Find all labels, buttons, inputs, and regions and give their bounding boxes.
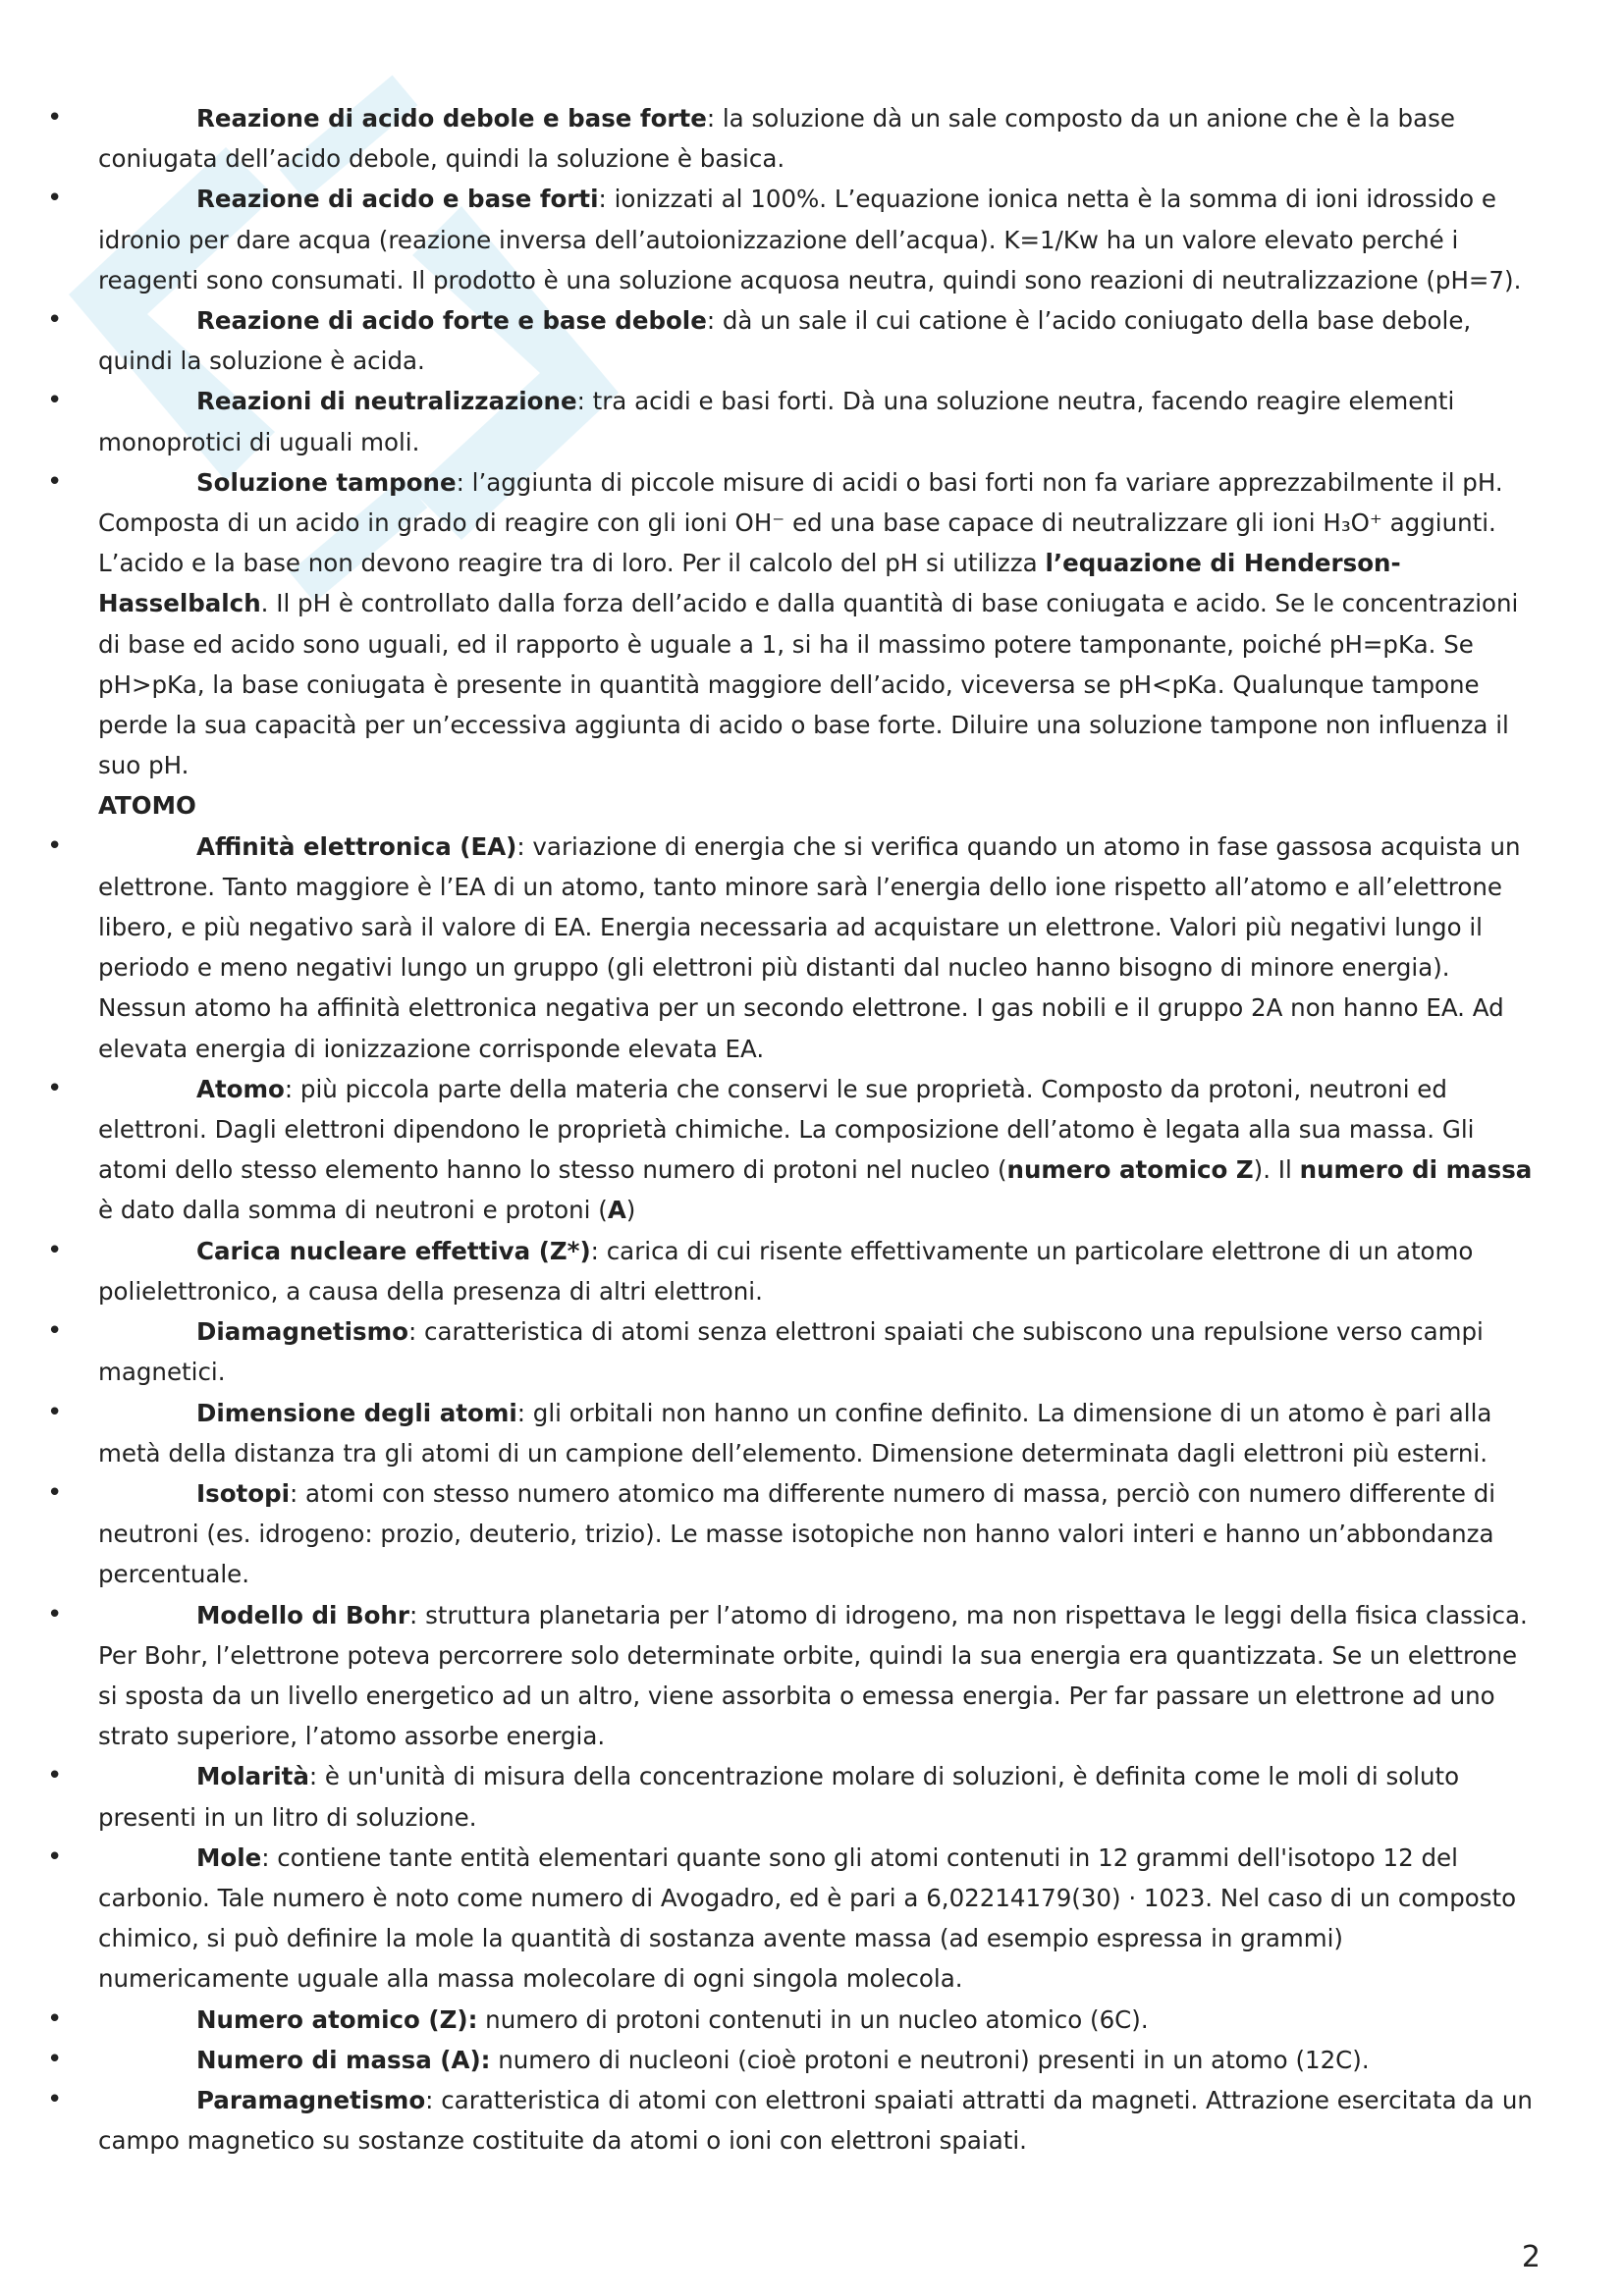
definition-term: numero di massa bbox=[1299, 1155, 1533, 1185]
bullet-icon: • bbox=[47, 1842, 63, 1872]
definition-item bbox=[47, 1231, 1542, 1311]
bullet-icon: • bbox=[47, 1397, 63, 1427]
bullet-icon: • bbox=[47, 466, 63, 497]
bullet-icon: • bbox=[47, 184, 63, 214]
bullet-icon: • bbox=[47, 1235, 63, 1265]
bullet-icon: • bbox=[47, 1761, 63, 1791]
definition-term: Affinità elettronica (EA) bbox=[196, 831, 517, 861]
bullet-icon: • bbox=[47, 386, 63, 416]
definition-term: Paramagnetismo bbox=[196, 2085, 426, 2114]
definition-item bbox=[47, 1595, 1542, 1757]
definition-item bbox=[47, 300, 1542, 381]
bullet-icon: • bbox=[47, 830, 63, 861]
definition-text: ) bbox=[625, 1196, 636, 1225]
definition-item bbox=[47, 1838, 1542, 2000]
definition-term: Numero atomico (Z): bbox=[196, 2004, 478, 2034]
definition-term: Diamagnetismo bbox=[196, 1317, 408, 1347]
definition-term: Reazione di acido e base forti bbox=[196, 185, 599, 214]
definition-term: Dimensione degli atomi bbox=[196, 1398, 517, 1427]
definition-term: Numero di massa (A): bbox=[196, 2045, 491, 2074]
definition-text: : struttura planetaria per l’atomo di idrogeno, ma non rispettava le leggi della fisica classica. Per Bohr, l’elettrone poteva percorrere solo determinate orbite, quindi la sua energia era quantizzata. Se un elettrone si sposta da un livello energetico ad un altro, viene assorbita o emessa energia. Per far passare un elettrone ad uno strato superiore, l’atomo assorbe energia. bbox=[98, 1600, 1528, 1751]
definition-item bbox=[47, 2040, 1542, 2080]
definition-term: Modello di Bohr bbox=[196, 1600, 410, 1629]
definition-text: . Il pH è controllato dalla forza dell’acido e dalla quantità di base coniugata e acido. Se le concentrazioni di base ed acido sono uguali, ed il rapporto è uguale a 1, si ha il massimo potere tamponante, poiché pH=pKa. Se pH>pKa, la base coniugata è presente in quantità maggiore dell’acido, viceversa se pH<pKa. Qualunque tampone perde la sua capacità per un’eccessiva aggiunta di acido o base forte. Diluire una soluzione tampone non influenza il suo pH. bbox=[98, 589, 1519, 780]
definition-item bbox=[47, 827, 1542, 1069]
definition-item bbox=[47, 1393, 1542, 1473]
section-heading: ATOMO bbox=[98, 791, 196, 821]
bullet-icon: • bbox=[47, 2003, 63, 2034]
definition-text: : l’aggiunta di piccole misure di acidi o basi forti non fa variare apprezzabilmente il pH. Composta di un acido in grado di reagire con gli ioni OH⁻ ed una base capace di neutralizzare gli ioni H₃O⁺ aggiunti. L’acido e la base non devono reagire tra di loro. Per il calcolo del pH si utilizza bbox=[98, 467, 1503, 578]
definition-text: : tra acidi e basi forti. Dà una soluzione neutra, facendo reagire elementi monoprotici di uguali moli. bbox=[98, 387, 1455, 456]
definition-item bbox=[47, 462, 1542, 786]
definition-term: Reazioni di neutralizzazione bbox=[196, 387, 577, 416]
definition-text: : è un'unità di misura della concentrazione molare di soluzioni, è definita come le moli di soluto presenti in un litro di soluzione. bbox=[98, 1762, 1460, 1832]
bullet-icon: • bbox=[47, 2084, 63, 2114]
definition-text: : carica di cui risente effettivamente un particolare elettrone di un atomo polielettronico, a causa della presenza di altri elettroni. bbox=[98, 1236, 1474, 1306]
definition-term: Molarità bbox=[196, 1762, 309, 1791]
definition-text: : caratteristica di atomi con elettroni spaiati attratti da magneti. Attrazione esercitata da un campo magnetico su sostanze costituite da atomi o ioni con elettroni spaiati. bbox=[98, 2085, 1533, 2156]
definition-term: numero atomico Z bbox=[1006, 1155, 1254, 1185]
definition-item bbox=[47, 2080, 1542, 2161]
page-number: 2 bbox=[1521, 2240, 1541, 2274]
document-body bbox=[47, 98, 1542, 2161]
bullet-icon: • bbox=[47, 1477, 63, 1508]
definition-term: Reazione di acido debole e base forte bbox=[196, 104, 707, 133]
definition-text: : gli orbitali non hanno un confine definito. La dimensione di un atomo è pari alla metà della distanza tra gli atomi di un campione dell’elemento. Dimensione determinata dagli elettroni più esterni. bbox=[98, 1398, 1492, 1468]
bullet-icon: • bbox=[47, 1073, 63, 1103]
definition-text: : ionizzati al 100%. L’equazione ionica netta è la somma di ioni idrossido e idronio per dare acqua (reazione inversa dell’autoionizzazione dell’acqua). K=1/Kw ha un valore elevato perché i reagenti sono consumati. Il prodotto è una soluzione acquosa neutra, quindi sono reazioni di neutralizzazione (pH=7). bbox=[98, 185, 1522, 294]
definition-item bbox=[47, 179, 1542, 300]
definition-term: A bbox=[607, 1196, 626, 1225]
bullet-icon: • bbox=[47, 103, 63, 133]
definition-text: è dato dalla somma di neutroni e protoni ( bbox=[98, 1196, 608, 1225]
definition-item bbox=[47, 2000, 1542, 2040]
definition-item bbox=[47, 98, 1542, 179]
bullet-icon: • bbox=[47, 2044, 63, 2074]
definition-term: Soluzione tampone bbox=[196, 467, 457, 497]
definition-term: Mole bbox=[196, 1842, 262, 1872]
definition-term: Atomo bbox=[196, 1074, 285, 1103]
definition-term: Carica nucleare effettiva (Z*) bbox=[196, 1236, 591, 1265]
definition-text: : dà un sale il cui catione è l’acido coniugato della base debole, quindi la soluzione è acida. bbox=[98, 306, 1472, 376]
definition-text: ). Il bbox=[1253, 1155, 1300, 1185]
definition-item bbox=[47, 1311, 1542, 1392]
definition-item bbox=[47, 1473, 1542, 1595]
definition-term: Reazione di acido forte e base debole bbox=[196, 306, 707, 336]
bullet-icon: • bbox=[47, 1599, 63, 1629]
definition-text: : caratteristica di atomi senza elettroni spaiati che subiscono una repulsione verso campi magnetici. bbox=[98, 1317, 1484, 1387]
definition-term: Isotopi bbox=[196, 1478, 291, 1508]
bullet-icon: • bbox=[47, 1316, 63, 1347]
definition-item bbox=[47, 381, 1542, 461]
definition-term: l’equazione di Henderson-Hasselbalch bbox=[98, 549, 1401, 618]
definition-text: : la soluzione dà un sale composto da un anione che è la base coniugata dell’acido debole, quindi la soluzione è basica. bbox=[98, 104, 1455, 174]
definition-text: : variazione di energia che si verifica quando un atomo in fase gassosa acquista un elettrone. Tanto maggiore è l’EA di un atomo, tanto minore sarà l’energia dello ione rispetto all’atomo e all’elettrone libero, e più negativo sarà il valore di EA. Energia necessaria ad acquistare un elettrone. Valori più negativi lungo il periodo e meno negativi lungo un gruppo (gli elettroni più distanti dal nucleo hanno bisogno di minore energia). Nessun atomo ha affinità elettronica negativa per un secondo elettrone. I gas nobili e il gruppo 2A non hanno EA. Ad elevata energia di ionizzazione corrisponde elevata EA. bbox=[98, 831, 1521, 1063]
definition-text: numero di protoni contenuti in un nucleo atomico (6C). bbox=[477, 2004, 1149, 2034]
definition-text: numero di nucleoni (cioè protoni e neutroni) presenti in un atomo (12C). bbox=[490, 2045, 1370, 2074]
definition-text: : contiene tante entità elementari quante sono gli atomi contenuti in 12 grammi dell'isotopo 12 del carbonio. Tale numero è noto come numero di Avogadro, ed è pari a 6,02214179(30) · 1023. Nel caso di un composto chimico, si può definire la mole la quantità di sostanza avente massa (ad esempio espressa in grammi) numericamente uguale alla massa molecolare di ogni singola molecola. bbox=[98, 1842, 1517, 1994]
definition-text: : atomi con stesso numero atomico ma differente numero di massa, perciò con numero differente di neutroni (es. idrogeno: prozio, deuterio, trizio). Le masse isotopiche non hanno valori interi e hanno un’abbondanza percentuale. bbox=[98, 1478, 1496, 1589]
definition-item bbox=[47, 1756, 1542, 1837]
bullet-icon: • bbox=[47, 305, 63, 336]
definition-text: : più piccola parte della materia che conservi le sue proprietà. Composto da protoni, neutroni ed elettroni. Dagli elettroni dipendono le proprietà chimiche. La composizione dell’atomo è legata alla sua massa. Gli atomi dello stesso elemento hanno lo stesso numero di protoni nel nucleo ( bbox=[98, 1074, 1475, 1185]
definition-item bbox=[47, 1069, 1542, 1231]
